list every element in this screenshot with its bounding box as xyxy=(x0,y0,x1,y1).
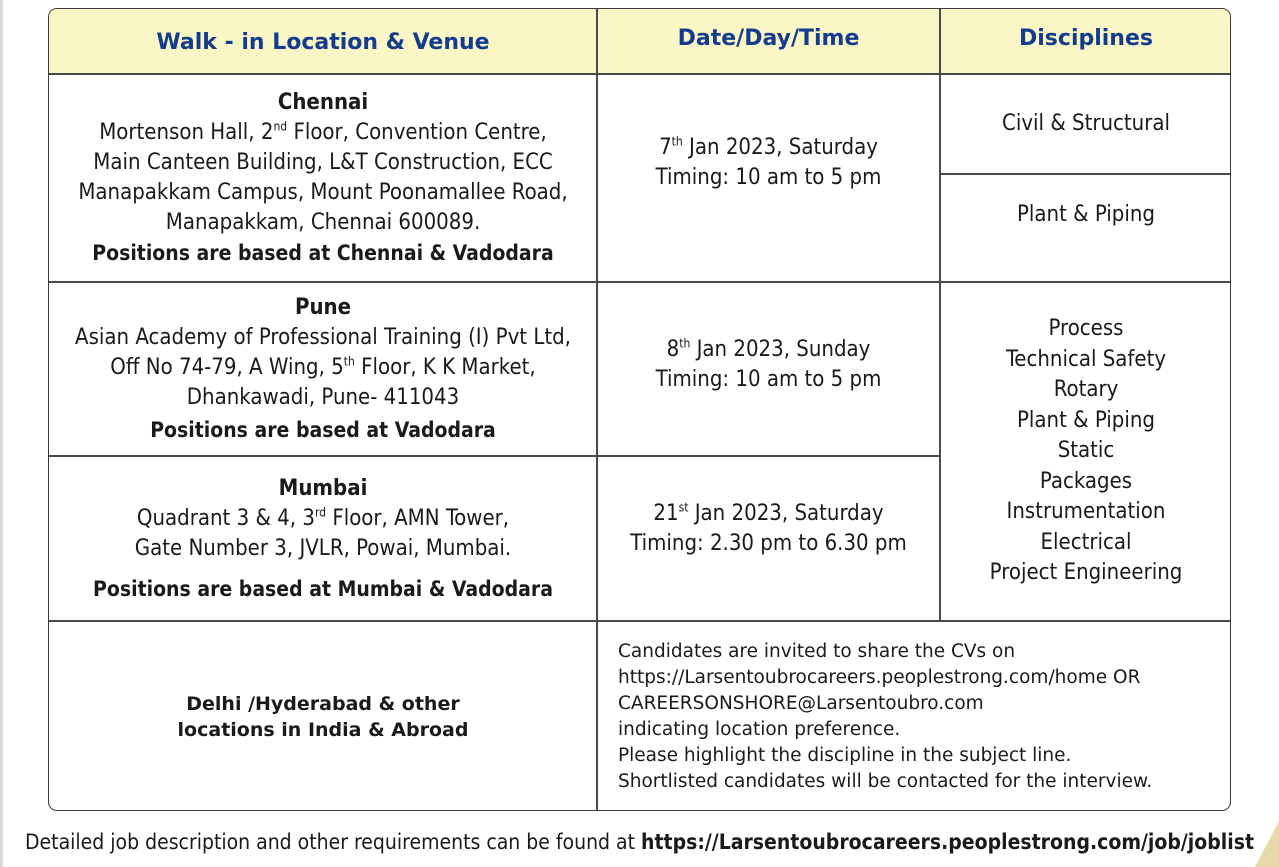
city-pune: Pune xyxy=(294,295,352,320)
date-pune: 8th Jan 2023, Sunday xyxy=(666,336,871,362)
city-mumbai: Mumbai xyxy=(278,475,368,501)
venue-chennai xyxy=(49,75,597,281)
discipline-cell-1 xyxy=(940,75,1231,174)
discipline-electrical: Electrical xyxy=(1040,529,1132,555)
page-edge xyxy=(0,0,3,867)
timing-pune: Timing: 10 am to 5 pm xyxy=(655,367,882,392)
footer-joblist-link[interactable]: https://Larsentoubrocareers.peoplestrong.com/job/joblist xyxy=(641,830,1254,854)
footer-note xyxy=(0,830,1279,854)
header-disciplines xyxy=(940,9,1231,74)
venue-mumbai xyxy=(49,457,597,620)
discipline-rotary: Rotary xyxy=(1053,377,1119,403)
discipline-shared-cell xyxy=(940,283,1231,620)
discipline-project-engineering: Project Engineering xyxy=(989,560,1183,586)
cv-line: Candidates are invited to share the CVs on xyxy=(618,641,1016,662)
discipline-civil-structural: Civil & Structural xyxy=(1002,111,1170,137)
discipline-technical-safety: Technical Safety xyxy=(1005,346,1167,372)
date-chennai: 7th Jan 2023, Saturday xyxy=(659,134,878,160)
date-mumbai: 21st Jan 2023, Saturday xyxy=(653,500,884,526)
datetime-mumbai xyxy=(597,457,940,620)
positions-pune: Positions are based at Vadodara xyxy=(150,418,496,442)
datetime-pune xyxy=(597,283,940,455)
footer-text: Detailed job description and other requirements can be found at xyxy=(25,830,636,854)
other-locations: Delhi /Hyderabad & other locations in India & Abroad xyxy=(177,693,469,741)
header-datetime-label: Date/Day/Time xyxy=(677,26,860,51)
cv-portal-link[interactable]: https://Larsentoubrocareers.peoplestrong.com/home OR xyxy=(618,667,1141,688)
cv-line: Please highlight the discipline in the subject line. xyxy=(618,745,1072,766)
datetime-chennai xyxy=(597,75,940,281)
header-venue-label: Walk - in Location & Venue xyxy=(156,30,490,55)
header-datetime xyxy=(597,9,940,74)
cv-line: indicating location preference. xyxy=(618,719,901,740)
discipline-instrumentation: Instrumentation xyxy=(1006,499,1166,525)
cv-line: Shortlisted candidates will be contacted for the interview. xyxy=(618,771,1153,792)
discipline-cell-2 xyxy=(940,175,1231,281)
discipline-static: Static xyxy=(1057,438,1115,464)
walk-in-table xyxy=(48,8,1231,811)
timing-mumbai: Timing: 2.30 pm to 6.30 pm xyxy=(630,530,907,556)
discipline-plant-piping-2: Plant & Piping xyxy=(1016,407,1155,433)
discipline-packages: Packages xyxy=(1039,468,1133,494)
header-disciplines-label: Disciplines xyxy=(1019,26,1153,51)
discipline-plant-piping: Plant & Piping xyxy=(1016,201,1155,227)
timing-chennai: Timing: 10 am to 5 pm xyxy=(655,165,882,190)
discipline-process: Process xyxy=(1048,316,1124,342)
venue-pune xyxy=(49,283,597,455)
positions-mumbai: Positions are based at Mumbai & Vadodara xyxy=(93,576,553,601)
address-mumbai: Quadrant 3 & 4, 3rd Floor, AMN Tower, Gate Number 3, JVLR, Powai, Mumbai. xyxy=(134,505,512,561)
header-venue xyxy=(49,9,597,74)
address-chennai: Mortenson Hall, 2nd Floor, Convention Centre, Main Canteen Building, L&T Construction, ECC Manapakkam Campus, Mount Poonamallee Road, Manapakkam, Chennai 600089. xyxy=(78,119,568,235)
cv-instructions xyxy=(597,622,1231,811)
city-chennai: Chennai xyxy=(277,90,369,115)
address-pune: Asian Academy of Professional Training (I) Pvt Ltd, Off No 74-79, A Wing, 5th Floor, K K Market, Dhankawadi, Pune- 411043 xyxy=(75,325,571,410)
cv-email-link[interactable]: CAREERSONSHORE@Larsentoubro.com xyxy=(618,693,984,714)
positions-chennai: Positions are based at Chennai & Vadodara xyxy=(92,241,554,265)
